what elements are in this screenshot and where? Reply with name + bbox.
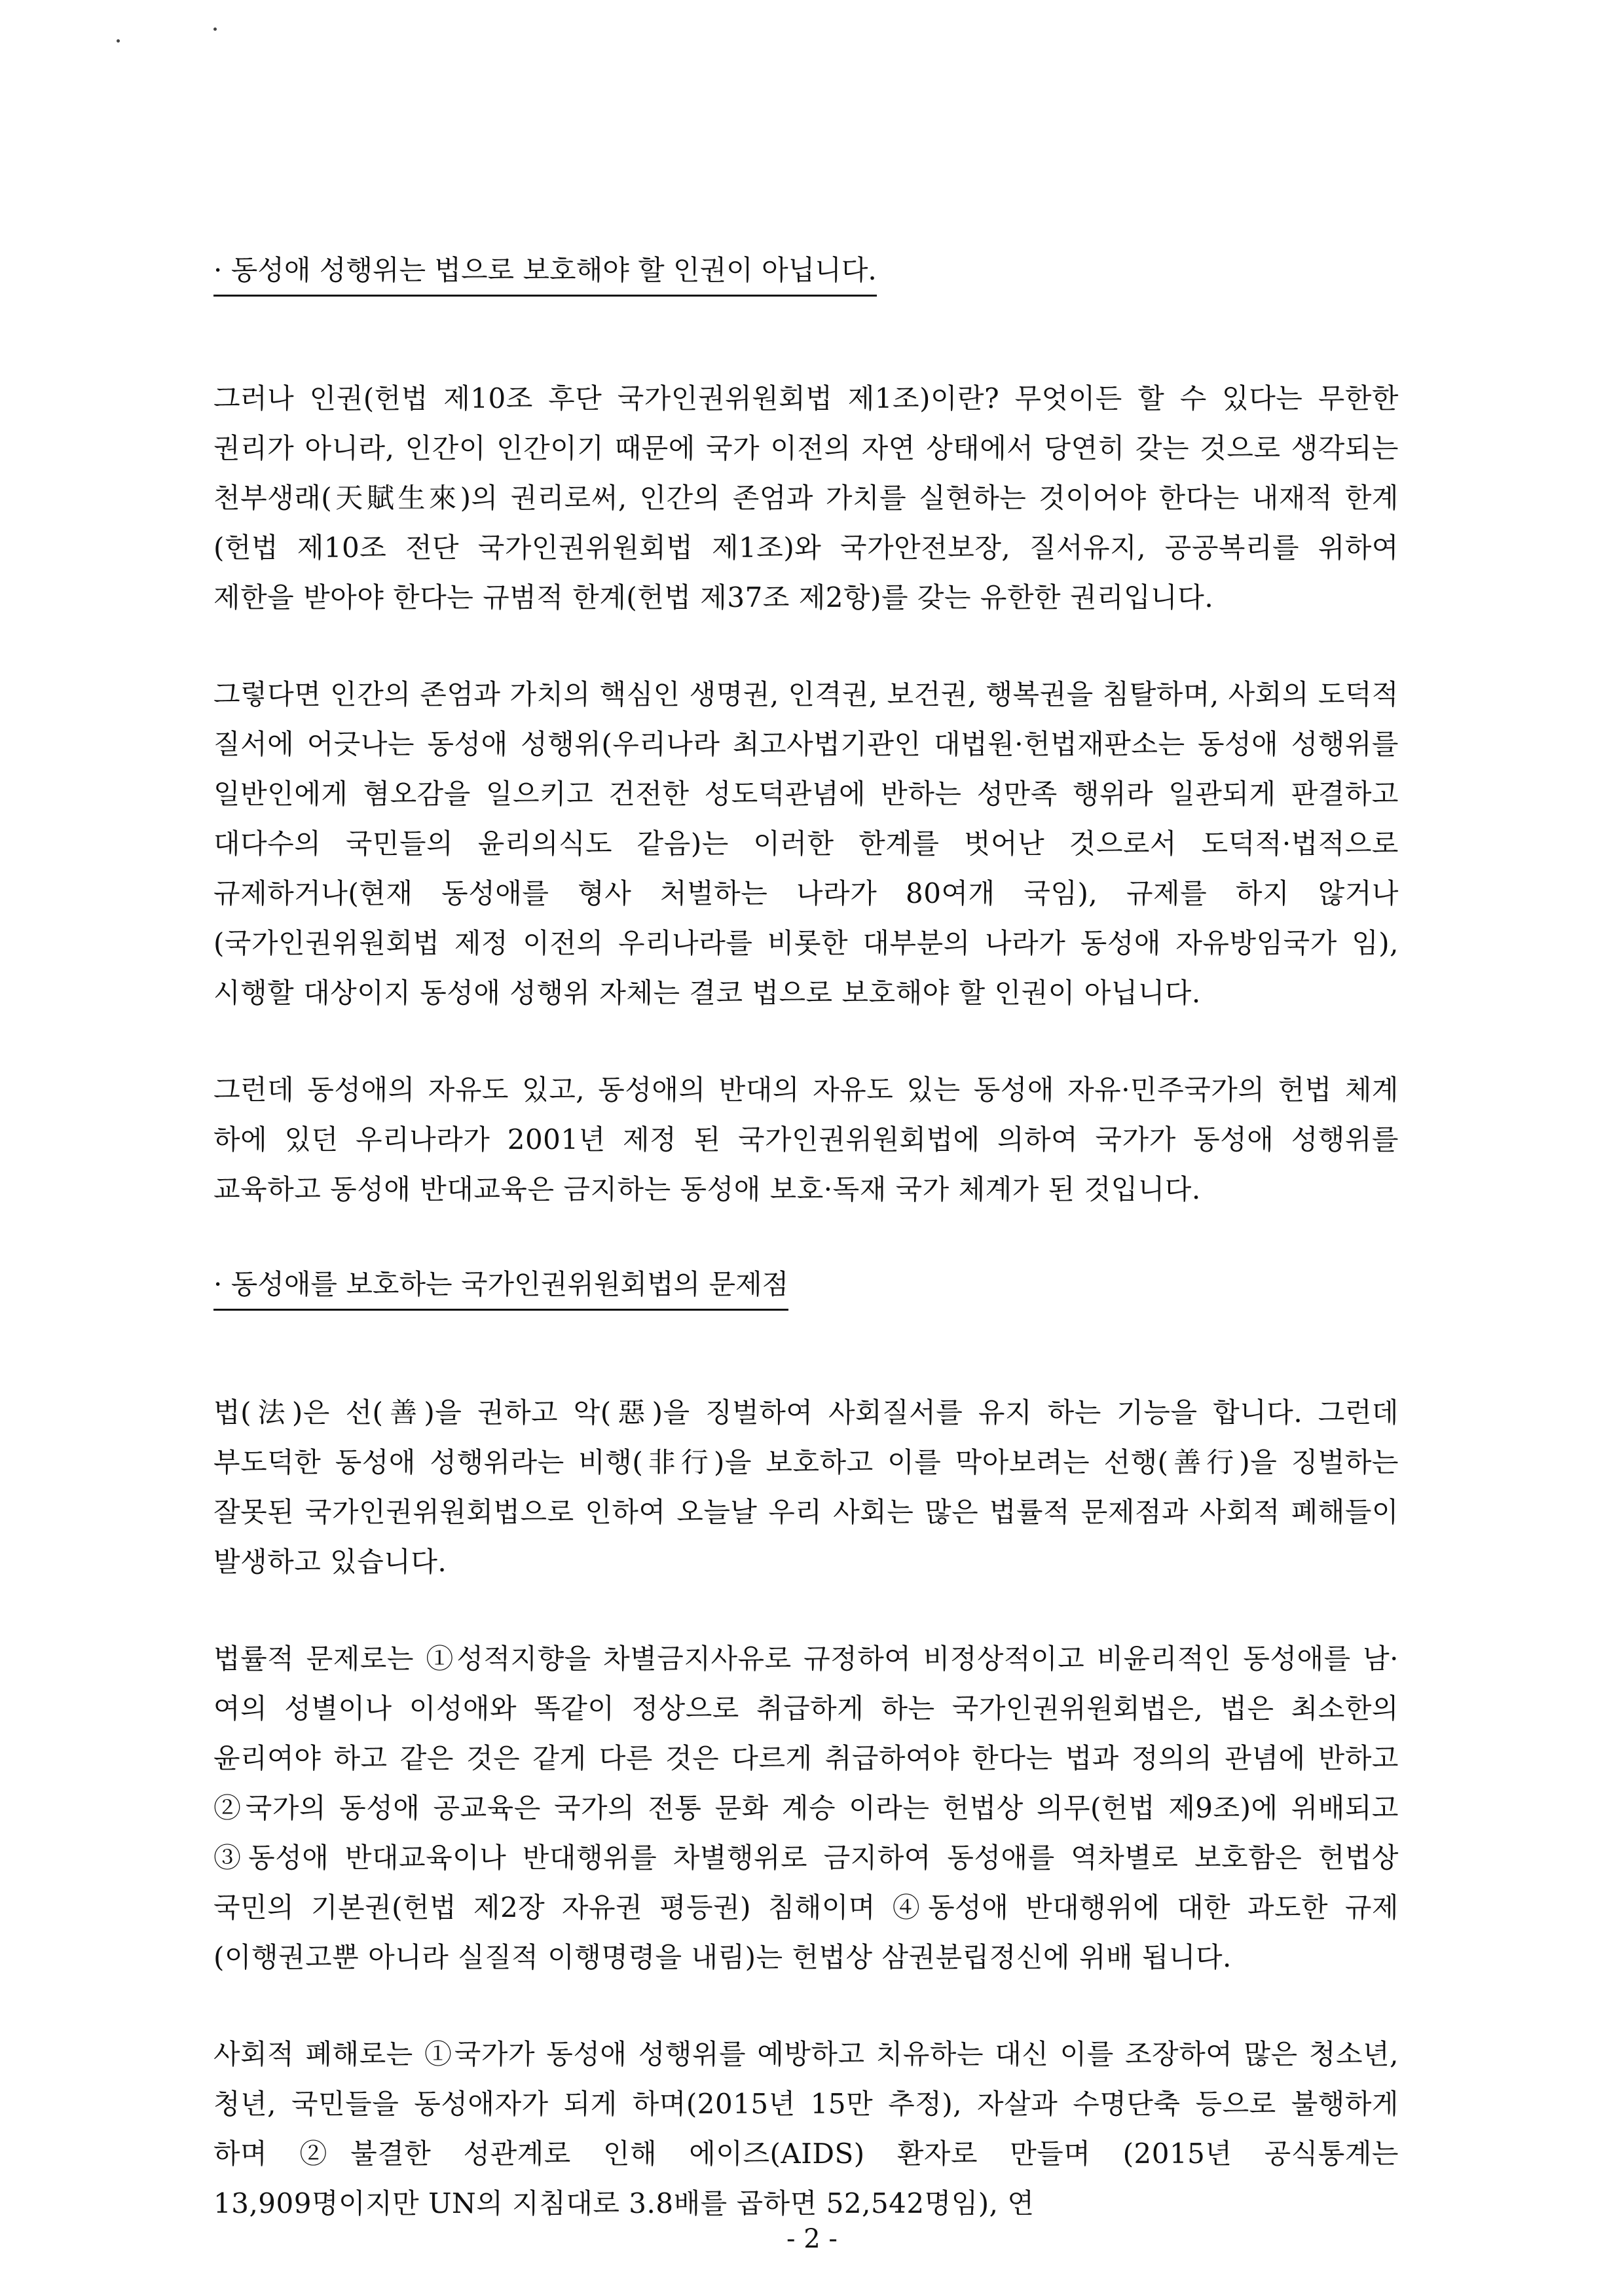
paragraph-law-function: 법(法)은 선(善)을 권하고 악(惡)을 징벌하여 사회질서를 유지 하는 기능을 합니다. 그런데 부도덕한 동성애 성행위라는 비행(非行)을 보호하고 이를 막아보려는 선행(善行)을 징벌하는 잘못된 국가인권위원회법으로 인하여 오늘날 우리 사회는 많은 법률적 문제점과 사회적 폐해들이 발생하고 있습니다. <box>213 1396 1399 1578</box>
paragraph-national-system: 그런데 동성애의 자유도 있고, 동성애의 반대의 자유도 있는 동성애 자유·민주국가의 헌법 체계 하에 있던 우리나라가 2001년 제정 된 국가인권위원회법에 의하여 국가가 동성애 성행위를 교육하고 동성애 반대교육은 금지하는 동성애 보호·독재 국가 체계가 된 것입니다. <box>213 1074 1399 1205</box>
page-number: - 2 - <box>786 2224 838 2254</box>
section-heading-law-problems: · 동성애를 보호하는 국가인권위원회법의 문제점 <box>213 1262 788 1311</box>
scan-speck <box>117 39 120 43</box>
paragraph-legal-problems: 법률적 문제로는 ①성적지향을 차별금지사유로 규정하여 비정상적이고 비윤리적인 동성애를 남·여의 성별이나 이성애와 똑같이 정상으로 취급하게 하는 국가인권위원회법은, 법은 최소한의 윤리여야 하고 같은 것은 같게 다른 것은 다르게 취급하여야 한다는 법과 정의의 관념에 반하고 ②국가의 동성애 공교육은 국가의 전통 문화 계승 이라는 헌법상 의무(헌법 제9조)에 위배되고 ③동성애 반대교육이나 반대행위를 차별행위로 금지하여 동성애를 역차별로 보호함은 헌법상 국민의 기본권(헌법 제2장 자유권 평등권) 침해이며 ④동성애 반대행위에 대한 과도한 규제(이행권고뿐 아니라 실질적 이행명령을 내림)는 헌법상 삼권분립정신에 위배 됩니다. <box>213 1643 1399 1973</box>
paragraph-limits: 그렇다면 인간의 존엄과 가치의 핵심인 생명권, 인격권, 보건권, 행복권을 침탈하며, 사회의 도덕적 질서에 어긋나는 동성애 성행위(우리나라 최고사법기관인 대법원·헌법재판소는 동성애 성행위를 일반인에게 혐오감을 일으키고 건전한 성도덕관념에 반하는 성만족 행위라 일관되게 판결하고 대다수의 국민들의 윤리의식도 같음)는 이러한 한계를 벗어난 것으로서 도덕적·법적으로 규제하거나(현재 동성애를 형사 처벌하는 나라가 80여개 국임), 규제를 하지 않거나(국가인권위원회법 제정 이전의 우리나라를 비롯한 대부분의 나라가 동성애 자유방임국가 임), 시행할 대상이지 동성애 성행위 자체는 결코 법으로 보호해야 할 인권이 아닙니다. <box>213 678 1399 1009</box>
document-body <box>213 247 1399 2276</box>
paragraph-human-rights-definition: 그러나 인권(헌법 제10조 후단 국가인권위원회법 제1조)이란? 무엇이든 할 수 있다는 무한한 권리가 아니라, 인간이 인간이기 때문에 국가 이전의 자연 상태에서 당연히 갖는 것으로 생각되는 천부생래(天賦生來)의 권리로써, 인간의 존엄과 가치를 실현하는 것이어야 한다는 내재적 한계(헌법 제10조 전단 국가인권위원회법 제1조)와 국가안전보장, 질서유지, 공공복리를 위하여 제한을 받아야 한다는 규범적 한계(헌법 제37조 제2항)를 갖는 유한한 권리입니다. <box>213 382 1399 613</box>
section-heading-human-rights: · 동성애 성행위는 법으로 보호해야 할 인권이 아닙니다. <box>213 247 877 297</box>
paragraph-social-harms: 사회적 폐해로는 ①국가가 동성애 성행위를 예방하고 치유하는 대신 이를 조장하여 많은 청소년, 청년, 국민들을 동성애자가 되게 하며(2015년 15만 추정), 자살과 수명단축 등으로 불행하게 하며 ②불결한 성관계로 인해 에이즈(AIDS) 환자로 만들며 (2015년 공식통계는 13,909명이지만 UN의 지침대로 3.8배를 곱하면 52,542명임), 연 <box>213 2038 1399 2219</box>
scan-speck <box>213 27 217 31</box>
